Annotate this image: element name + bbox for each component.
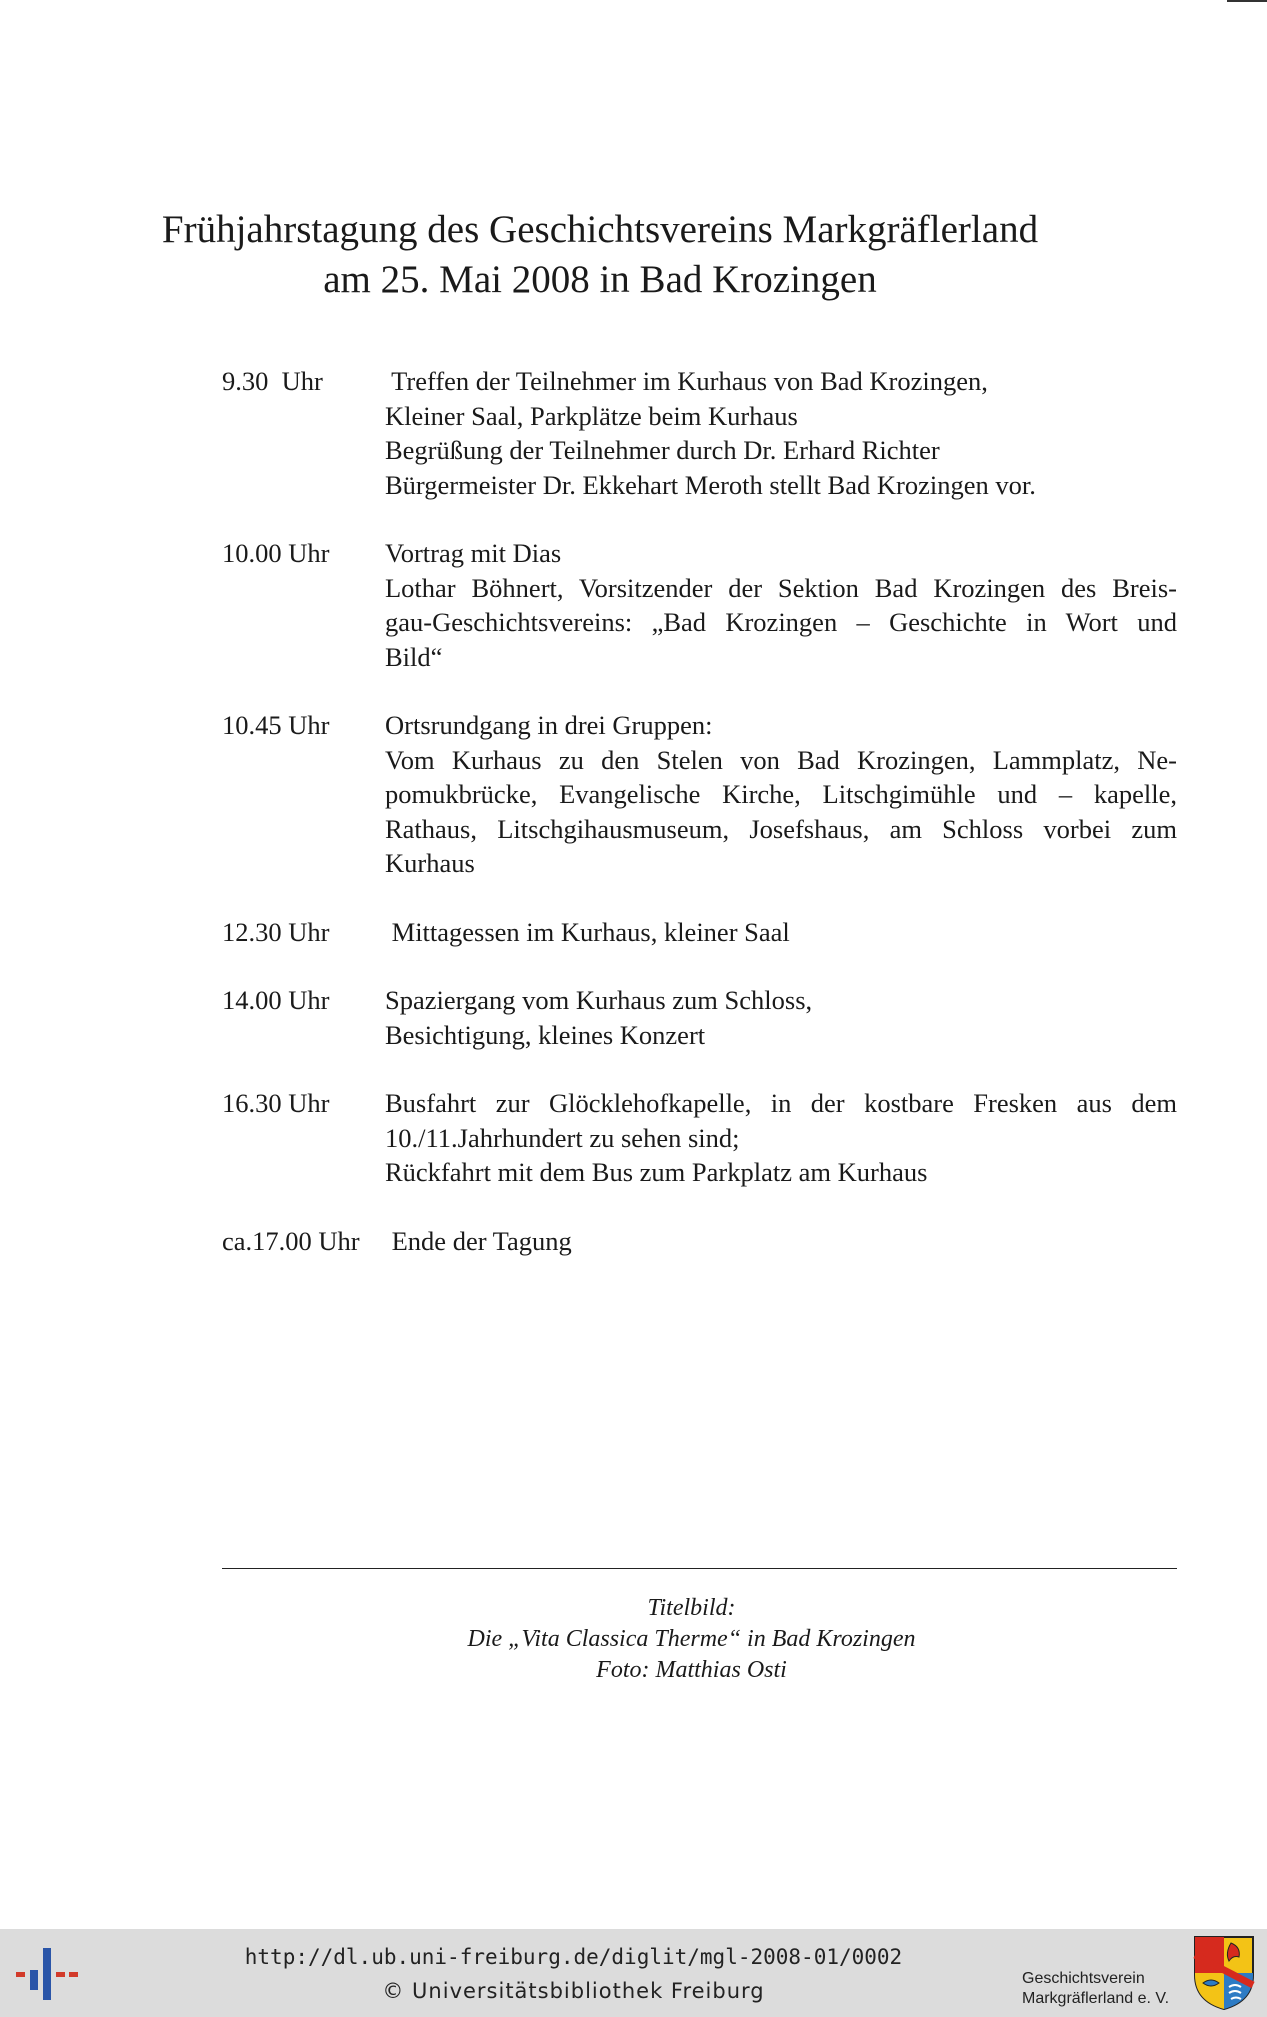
entry-time: 10.45 Uhr: [222, 710, 330, 740]
caption-title: Die „Vita Classica Therme“ in Bad Krozingen: [467, 1626, 916, 1652]
entry-line: Vom Kurhaus zu den Stelen von Bad Krozingen, Lammplatz, Ne-: [385, 744, 1177, 775]
entry-time: 10.00 Uhr: [222, 538, 330, 568]
caption-label: Titelbild:: [647, 1595, 736, 1621]
entry-description: [385, 915, 1177, 950]
entry-description: [385, 536, 1177, 674]
schedule-entry: [222, 1086, 1177, 1190]
schedule-entry: [222, 708, 1177, 881]
schedule-entry: [222, 536, 1177, 674]
page-edge-mark: [1227, 0, 1267, 2]
entry-description: [385, 708, 1177, 881]
entry-line: Begrüßung der Teilnehmer durch Dr. Erhard Richter: [385, 435, 940, 465]
footer-organization: [1022, 1969, 1169, 2009]
entry-time: ca.17.00 Uhr: [222, 1225, 360, 1256]
title-line-2: am 25. Mai 2008 in Bad Krozingen: [323, 258, 877, 301]
footer-copyright: © Universitätsbibliothek Freiburg: [382, 1979, 765, 2003]
entry-line: Bild“: [385, 641, 443, 672]
cover-caption: [0, 1593, 1267, 1686]
entry-description: [385, 1224, 1177, 1259]
entry-line: gau-Geschichtsvereins: „Bad Krozingen – Geschichte in Wort und: [385, 607, 1177, 637]
entry-time: 9.30 Uhr: [222, 366, 323, 396]
footer-url[interactable]: http://dl.ub.uni-freiburg.de/diglit/mgl-2008-01/0002: [244, 1945, 903, 1969]
entry-line: Busfahrt zur Glöcklehofkapelle, in der kostbare Fresken aus dem: [385, 1088, 1177, 1118]
entry-line: Lothar Böhnert, Vorsitzender der Sektion Bad Krozingen des Breis-: [385, 572, 1177, 603]
entry-line: Rückfahrt mit dem Bus zum Parkplatz am Kurhaus: [385, 1157, 928, 1187]
horizontal-rule: [222, 1568, 1177, 1569]
entry-line: Ortsrundgang in drei Gruppen:: [385, 710, 713, 740]
entry-line: Ende der Tagung: [385, 1225, 572, 1256]
entry-line: Kurhaus: [385, 848, 475, 878]
title-line-1: Frühjahrstagung des Geschichtsvereins Markgräflerland: [161, 208, 1039, 251]
entry-line: pomukbrücke, Evangelische Kirche, Litschgimühle und – kapelle,: [385, 779, 1177, 809]
entry-time: 16.30 Uhr: [222, 1088, 330, 1118]
entry-line: Treffen der Teilnehmer im Kurhaus von Bad Krozingen,: [385, 366, 988, 396]
entry-line: Rathaus, Litschgihausmuseum, Josefshaus, am Schloss vorbei zum: [385, 813, 1177, 844]
caption-photo-credit: Foto: Matthias Osti: [596, 1657, 787, 1683]
schedule-entry: [222, 915, 1177, 950]
footer-bar: [0, 1929, 1267, 2017]
entry-line: Mittagessen im Kurhaus, kleiner Saal: [385, 916, 790, 947]
entry-line: Besichtigung, kleines Konzert: [385, 1019, 706, 1050]
entry-description: [385, 983, 1177, 1052]
org-name-line-1: Geschichtsverein: [1022, 1970, 1145, 1987]
schedule-entry: [222, 1224, 1177, 1259]
entry-description: [385, 364, 1177, 502]
entry-line: 10./11.Jahrhundert zu sehen sind;: [385, 1122, 740, 1153]
entry-line: Bürgermeister Dr. Ekkehart Meroth stellt Bad Krozingen vor.: [385, 469, 1036, 500]
entry-time: 12.30 Uhr: [222, 916, 330, 947]
schedule-entry: [222, 364, 1177, 502]
entry-line: Kleiner Saal, Parkplätze beim Kurhaus: [385, 400, 798, 431]
org-name-line-2: Markgräflerland e. V.: [1022, 1990, 1170, 2007]
page-title: [0, 205, 1267, 305]
entry-description: [385, 1086, 1177, 1190]
entry-time: 14.00 Uhr: [222, 985, 330, 1015]
entry-line: Spaziergang vom Kurhaus zum Schloss,: [385, 985, 813, 1015]
entry-line: Vortrag mit Dias: [385, 538, 562, 568]
schedule-entry: [222, 983, 1177, 1052]
schedule: [222, 364, 1177, 1258]
coat-of-arms-icon: [1193, 1935, 1255, 2011]
